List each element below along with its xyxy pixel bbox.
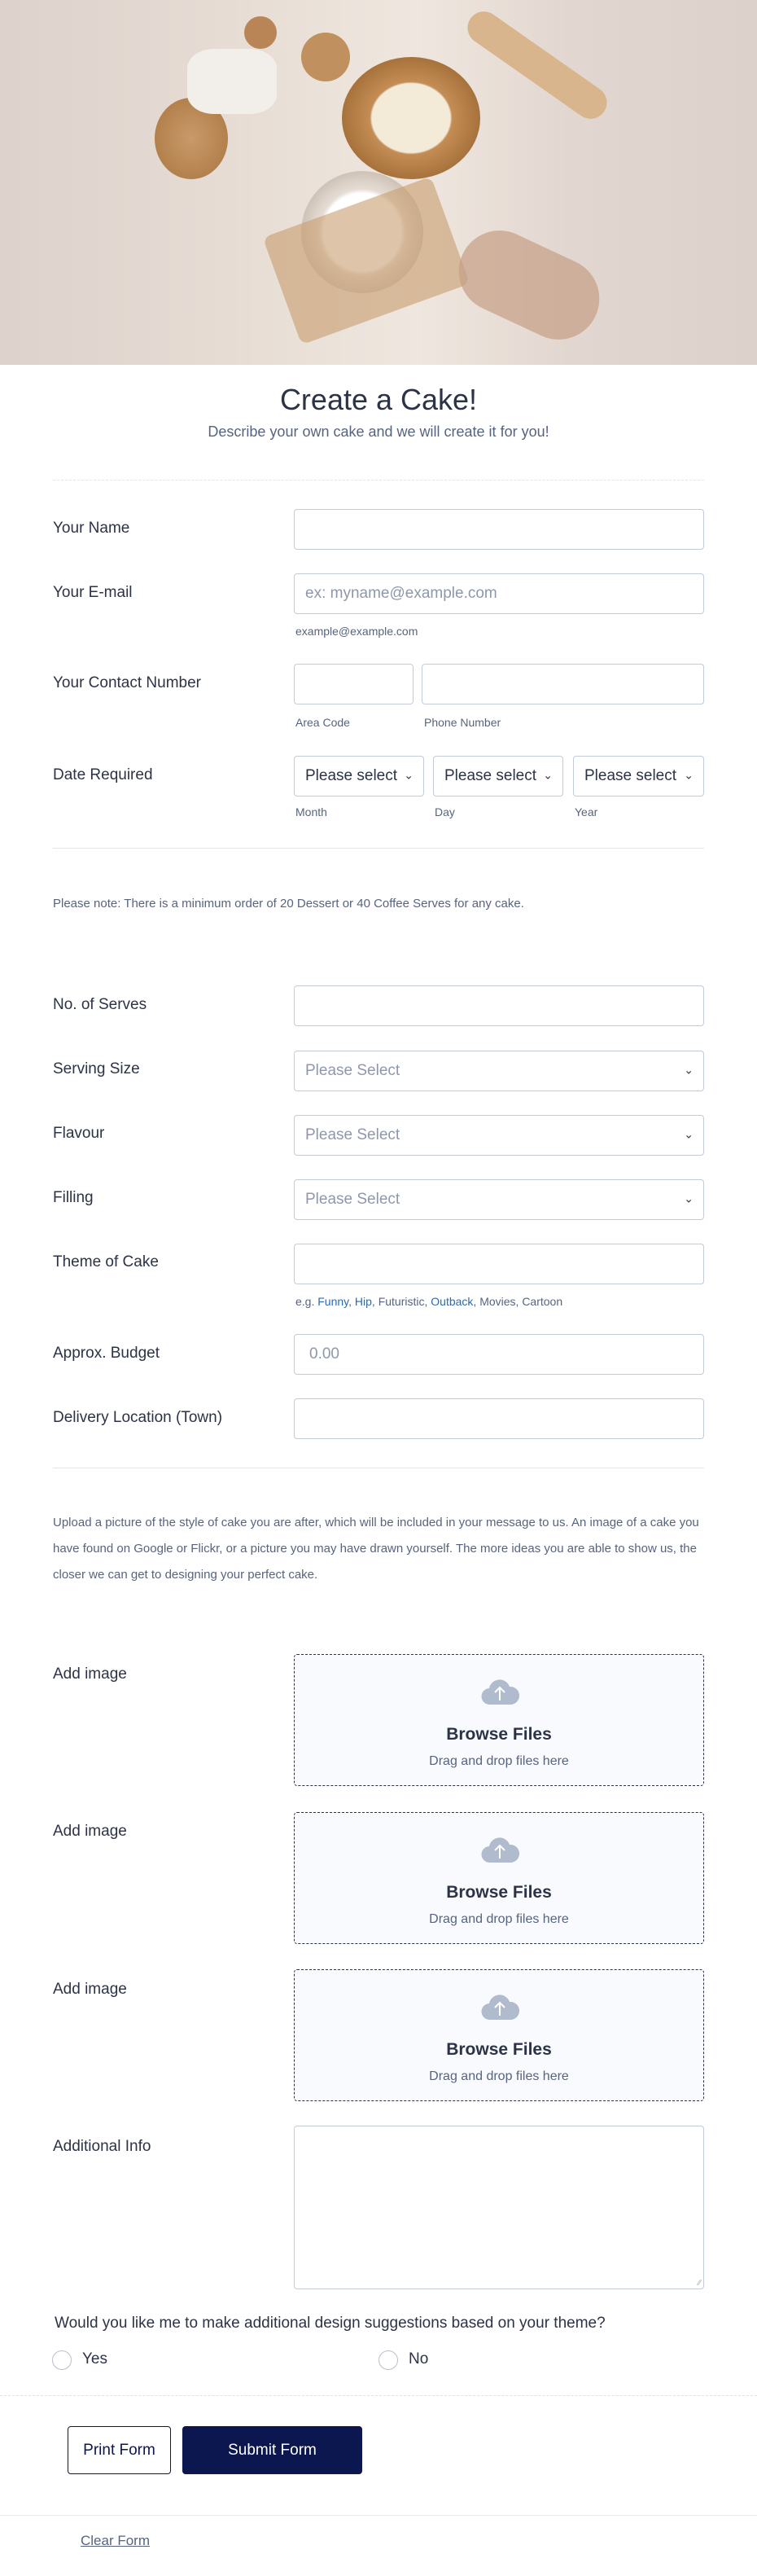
email-label: Your E-mail (53, 584, 133, 601)
serves-label: No. of Serves (53, 996, 147, 1013)
upload-dropzone[interactable] (294, 1654, 704, 1786)
name-label: Your Name (53, 520, 130, 537)
upload-label: Add image (53, 1981, 127, 1998)
phone-sublabel: Phone Number (424, 716, 501, 729)
day-select[interactable] (433, 756, 563, 796)
browse-files-label: Browse Files (446, 1883, 552, 1902)
flavour-label: Flavour (53, 1125, 105, 1142)
header-image (0, 0, 757, 365)
serving-size-value: Please Select (305, 1062, 400, 1079)
year-sublabel: Year (575, 805, 598, 818)
design-suggestions-question: Would you like me to make additional design suggestions based on your theme? (55, 2315, 606, 2332)
cloud-upload-icon (480, 1993, 519, 2021)
clear-form-link[interactable]: Clear Form (81, 2533, 151, 2548)
serves-input[interactable] (294, 985, 704, 1026)
year-select[interactable] (573, 756, 704, 796)
min-order-note: Please note: There is a minimum order of 20 Dessert or 40 Coffee Serves for any cake. (53, 897, 524, 911)
chevron-down-icon: ⌄ (404, 768, 414, 782)
area-code-input[interactable] (294, 664, 414, 704)
chevron-down-icon: ⌄ (684, 768, 694, 782)
upload-instructions: Upload a picture of the style of cake you are after, which will be included in your message to us. An image of a cake you have found on Google or Flickr, or a picture you may have drawn yourself. The more ideas you are able to show us, the closer we can get to designing your perfect cake. (53, 1516, 699, 1582)
form-subtitle: Describe your own cake and we will create it for you! (208, 423, 549, 440)
filling-select[interactable] (294, 1179, 704, 1220)
drag-drop-hint: Drag and drop files here (429, 1754, 569, 1768)
budget-input[interactable] (294, 1334, 704, 1375)
submit-form-button[interactable]: Submit Form (182, 2426, 362, 2474)
additional-info-label: Additional Info (53, 2138, 151, 2155)
day-sublabel: Day (435, 805, 455, 818)
upload-dropzone[interactable] (294, 1969, 704, 2101)
chevron-down-icon: ⌄ (684, 1127, 694, 1141)
cloud-upload-icon (480, 1678, 519, 1705)
chevron-down-icon: ⌄ (684, 1063, 694, 1077)
print-form-button[interactable]: Print Form (68, 2426, 171, 2474)
radio-yes[interactable] (52, 2350, 72, 2370)
flavour-value: Please Select (305, 1126, 400, 1143)
resize-handle-icon[interactable]: ∕∕ (698, 2279, 701, 2288)
theme-label: Theme of Cake (53, 1253, 159, 1270)
divider (0, 2395, 757, 2396)
day-value: Please select (444, 767, 537, 784)
additional-info-textarea[interactable] (294, 2126, 704, 2289)
divider (0, 2515, 757, 2516)
upload-label: Add image (53, 1823, 127, 1840)
browse-files-label: Browse Files (446, 2040, 552, 2059)
month-value: Please select (305, 767, 398, 784)
drag-drop-hint: Drag and drop files here (429, 2069, 569, 2083)
month-select[interactable] (294, 756, 424, 796)
contact-label: Your Contact Number (53, 674, 202, 691)
chevron-down-icon: ⌄ (543, 768, 553, 782)
email-sublabel: example@example.com (295, 625, 418, 638)
cloud-upload-icon (480, 1836, 519, 1863)
serving-size-select[interactable] (294, 1051, 704, 1091)
divider (53, 848, 704, 849)
flavour-select[interactable] (294, 1115, 704, 1156)
serving-size-label: Serving Size (53, 1060, 140, 1077)
upload-label: Add image (53, 1665, 127, 1683)
date-label: Date Required (53, 766, 153, 783)
radio-no-label: No (409, 2350, 429, 2368)
year-value: Please select (584, 767, 677, 784)
budget-label: Approx. Budget (53, 1345, 160, 1362)
radio-no[interactable] (378, 2350, 398, 2370)
divider (53, 480, 704, 481)
theme-input[interactable] (294, 1244, 704, 1284)
chevron-down-icon: ⌄ (684, 1191, 694, 1205)
drag-drop-hint: Drag and drop files here (429, 1912, 569, 1926)
delivery-input[interactable] (294, 1398, 704, 1439)
radio-yes-label: Yes (82, 2350, 107, 2368)
email-placeholder: ex: myname@example.com (305, 585, 497, 602)
upload-dropzone[interactable] (294, 1812, 704, 1944)
month-sublabel: Month (295, 805, 327, 818)
delivery-label: Delivery Location (Town) (53, 1409, 223, 1426)
form-title: Create a Cake! (279, 383, 478, 416)
email-input[interactable] (294, 573, 704, 614)
filling-label: Filling (53, 1189, 94, 1206)
filling-value: Please Select (305, 1191, 400, 1208)
area-code-sublabel: Area Code (295, 716, 350, 729)
name-input[interactable] (294, 509, 704, 550)
browse-files-label: Browse Files (446, 1725, 552, 1744)
theme-hint: e.g. Funny, Hip, Futuristic, Outback, Movies, Cartoon (295, 1295, 563, 1308)
budget-placeholder: 0.00 (309, 1345, 339, 1363)
phone-number-input[interactable] (422, 664, 704, 704)
